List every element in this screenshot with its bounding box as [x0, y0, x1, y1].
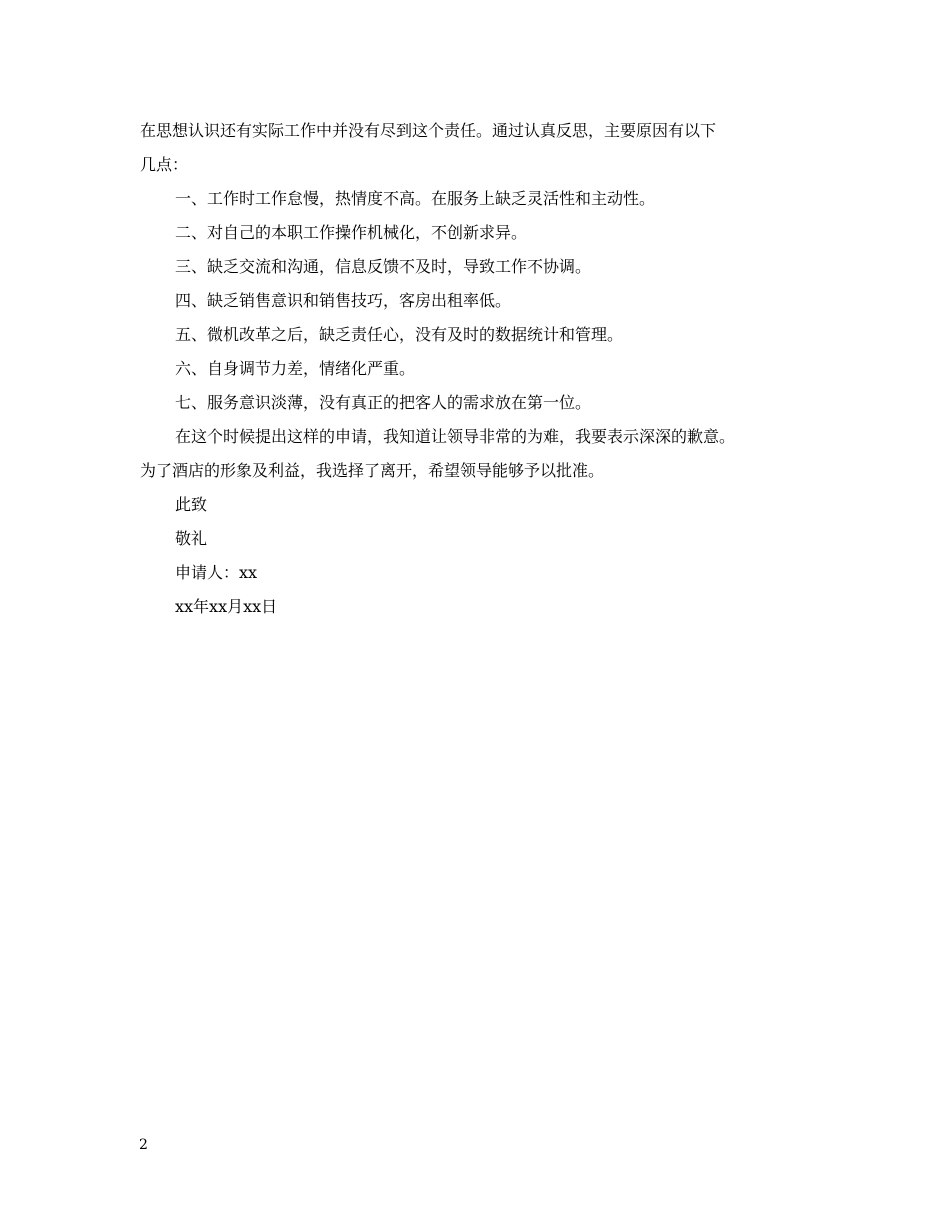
closing-line-2: 为了酒店的形象及利益，我选择了离开，希望领导能够予以批准。 [140, 461, 605, 480]
reason-5: 五、微机改革之后，缺乏责任心，没有及时的数据统计和管理。 [175, 325, 624, 344]
intro-line-1: 在思想认识还有实际工作中并没有尽到这个责任。通过认真反思，主要原因有以下 [140, 121, 717, 140]
closing-line-1: 在这个时候提出这样的申请，我知道让领导非常的为难，我要表示深深的歉意。 [175, 427, 736, 446]
document-body [140, 114, 835, 624]
reason-3: 三、缺乏交流和沟通，信息反馈不及时，导致工作不协调。 [175, 257, 592, 276]
date-line: xx年xx月xx日 [175, 597, 278, 616]
reason-2: 二、对自己的本职工作操作机械化，不创新求异。 [175, 223, 528, 242]
page-number: 2 [139, 1137, 148, 1153]
reason-4: 四、缺乏销售意识和销售技巧，客房出租率低。 [175, 291, 512, 310]
salutation-1: 此致 [175, 495, 208, 514]
intro-line-2: 几点： [140, 155, 189, 174]
reason-6: 六、自身调节力差，情绪化严重。 [175, 359, 416, 378]
reason-7: 七、服务意识淡薄，没有真正的把客人的需求放在第一位。 [175, 393, 592, 412]
reason-1: 一、工作时工作怠慢，热情度不高。在服务上缺乏灵活性和主动性。 [175, 189, 656, 208]
salutation-2: 敬礼 [175, 529, 208, 548]
applicant-line: 申请人：xx [175, 563, 258, 582]
